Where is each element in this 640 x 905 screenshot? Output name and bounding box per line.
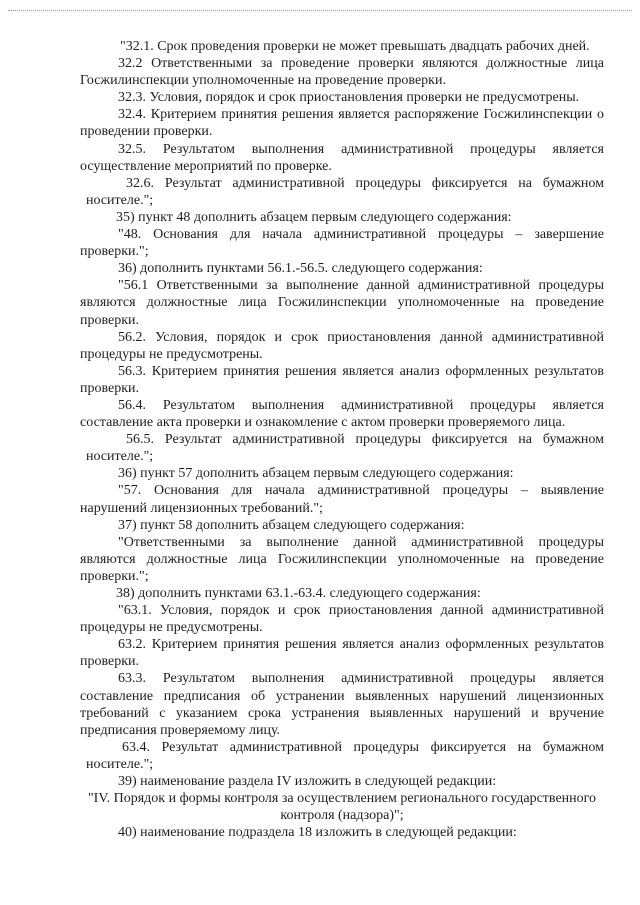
paragraph-56-4: 56.4. Результатом выполнения административной процедуры является составление акта проверки и ознакомление с актом проверки проверяемого лица.	[80, 397, 604, 431]
paragraph-32-2: 32.2 Ответственными за проведение проверки являются должностные лица Госжилинспекции уполномоченные на проведение проверки.	[80, 56, 604, 89]
paragraph-57: "57. Основания для начала административной процедуры – выявление нарушений лицензионных требований.";	[80, 483, 604, 516]
paragraph-63-4: 63.4. Результат административной процедуры фиксируется на бумажном носителе.";	[86, 739, 604, 772]
paragraph-32-4: 32.4. Критерием принятия решения является распоряжение Госжилинспекции о проведении проверки.	[80, 107, 604, 140]
document-body	[80, 38, 604, 841]
paragraph-item-37: 37) пункт 58 дополнить абзацем следующего содержания:	[118, 517, 465, 533]
paragraph-56-1: "56.1 Ответственными за выполнение данной административной процедуры являются должностные лица Госжилинспекции уполномоченные на проведение проверки.	[80, 278, 604, 328]
paragraph-32-6: 32.6. Результат административной процедуры фиксируется на бумажном носителе.";	[86, 175, 604, 208]
paragraph-56-3: 56.3. Критерием принятия решения является анализ оформленных результатов проверки.	[80, 363, 604, 396]
paragraph-32-3: 32.3. Условия, порядок и срок приостановления проверки не предусмотрены.	[118, 90, 580, 106]
paragraph-63-1: "63.1. Условия, порядок и срок приостановления данной административной процедуры не предусмотрены.	[80, 603, 604, 636]
paragraph-48: "48. Основания для начала административной процедуры – завершение проверки.";	[80, 227, 604, 260]
section-iv-title: "IV. Порядок и формы контроля за осуществлением регионального государственного контроля (надзора)";	[87, 791, 597, 824]
paragraph-item-36-a: 36) дополнить пунктами 56.1.-56.5. следующего содержания:	[118, 261, 483, 277]
paragraph-56-2: 56.2. Условия, порядок и срок приостановления данной административной процедуры не предусмотрены.	[80, 329, 604, 362]
paragraph-32-5: 32.5. Результатом выполнения административной процедуры является осуществление мероприятий по проверке.	[80, 141, 604, 174]
paragraph-32-1: "32.1. Срок проведения проверки не может превышать двадцать рабочих дней.	[120, 39, 590, 54]
paragraph-56-5: 56.5. Результат административной процедуры фиксируется на бумажном носителе.";	[86, 432, 604, 465]
paragraph-item-40: 40) наименование подраздела 18 изложить в следующей редакции:	[118, 825, 517, 841]
paragraph-item-38: 38) дополнить пунктами 63.1.-63.4. следующего содержания:	[116, 586, 481, 601]
page-top-edge	[8, 10, 632, 11]
paragraph-item-35: 35) пункт 48 дополнить абзацем первым следующего содержания:	[116, 209, 512, 225]
paragraph-63-2: 63.2. Критерием принятия решения является анализ оформленных результатов проверки.	[80, 637, 604, 670]
paragraph-item-39: 39) наименование раздела IV изложить в следующей редакции:	[118, 774, 497, 790]
paragraph-63-3: 63.3. Результатом выполнения административной процедуры является составление предписания об устранении выявленных нарушений лицензионных требований с указанием срока устранения выявленных нарушений и вручение предписания проверяемому лицу.	[80, 671, 604, 738]
paragraph-58: "Ответственными за выполнение данной административной процедуры являются должностные лица Госжилинспекции уполномоченные на проведение проверки.";	[80, 534, 604, 584]
paragraph-item-36-b: 36) пункт 57 дополнить абзацем первым следующего содержания:	[118, 466, 514, 482]
